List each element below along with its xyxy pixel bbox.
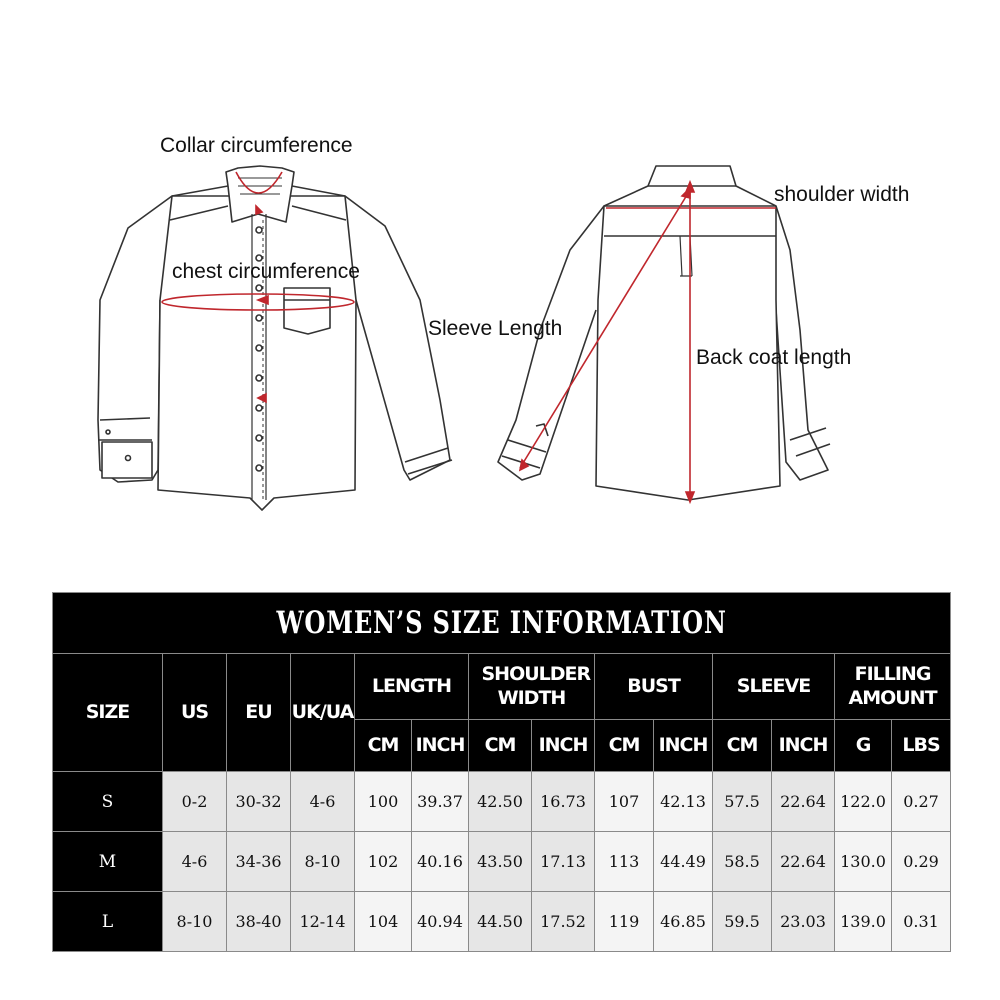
shoulder-cm-cell: 43.50: [469, 832, 532, 892]
filling-g-cell: 130.0: [835, 832, 892, 892]
table-title-text: WOMEN’S SIZE INFORMATION: [276, 605, 727, 641]
header-us: US: [163, 654, 227, 772]
sleeve-cm-cell: 58.5: [713, 832, 772, 892]
table-row: [53, 892, 951, 952]
sleeve-inch-cell: 23.03: [772, 892, 835, 952]
header-sleeve: SLEEVE: [713, 654, 835, 720]
eu-cell: 38-40: [227, 892, 291, 952]
unit-bust-cm: CM: [595, 720, 654, 772]
filling-g-cell: 122.0: [835, 772, 892, 832]
ukua-cell: 12-14: [291, 892, 355, 952]
bust-cm-cell: 113: [595, 832, 654, 892]
bust-inch-cell: 42.13: [654, 772, 713, 832]
size-cell: S: [53, 772, 163, 832]
table-row: [53, 772, 951, 832]
back-coat-length-label: Back coat length: [696, 346, 852, 369]
unit-shoulder-cm: CM: [469, 720, 532, 772]
us-cell: 0-2: [163, 772, 227, 832]
filling-lbs-cell: 0.27: [892, 772, 951, 832]
shoulder-inch-cell: 17.13: [532, 832, 595, 892]
unit-length-inch: INCH: [412, 720, 469, 772]
sleeve-inch-cell: 22.64: [772, 832, 835, 892]
table-title: [53, 593, 951, 654]
eu-cell: 30-32: [227, 772, 291, 832]
unit-shoulder-inch: INCH: [532, 720, 595, 772]
filling-lbs-cell: 0.29: [892, 832, 951, 892]
shoulder-inch-cell: 17.52: [532, 892, 595, 952]
header-shoulder-width-text: SHOULDER WIDTH: [481, 662, 591, 709]
header-filling-amount: [835, 654, 951, 720]
bust-inch-cell: 46.85: [654, 892, 713, 952]
length-cm-cell: 102: [355, 832, 412, 892]
us-cell: 8-10: [163, 892, 227, 952]
ukua-cell: 4-6: [291, 772, 355, 832]
sleeve-length-label: Sleeve Length: [428, 317, 563, 340]
ukua-cell: 8-10: [291, 832, 355, 892]
shoulder-cm-cell: 44.50: [469, 892, 532, 952]
header-bust: BUST: [595, 654, 713, 720]
sleeve-cm-cell: 59.5: [713, 892, 772, 952]
header-size: SIZE: [53, 654, 163, 772]
size-table: [52, 592, 951, 952]
bust-inch-cell: 44.49: [654, 832, 713, 892]
unit-sleeve-cm: CM: [713, 720, 772, 772]
unit-filling-g: G: [835, 720, 892, 772]
header-length: LENGTH: [355, 654, 469, 720]
unit-filling-lbs: LBS: [892, 720, 951, 772]
length-cm-cell: 104: [355, 892, 412, 952]
filling-lbs-cell: 0.31: [892, 892, 951, 952]
header-shoulder-width: [469, 654, 595, 720]
size-cell: L: [53, 892, 163, 952]
sleeve-inch-cell: 22.64: [772, 772, 835, 832]
length-cm-cell: 100: [355, 772, 412, 832]
eu-cell: 34-36: [227, 832, 291, 892]
shoulder-cm-cell: 42.50: [469, 772, 532, 832]
length-inch-cell: 40.16: [412, 832, 469, 892]
sleeve-cm-cell: 57.5: [713, 772, 772, 832]
filling-g-cell: 139.0: [835, 892, 892, 952]
collar-circumference-label: Collar circumference: [160, 134, 353, 157]
shoulder-width-label: shoulder width: [774, 183, 910, 206]
size-cell: M: [53, 832, 163, 892]
header-filling-amount-text: FILLING AMOUNT: [848, 662, 937, 709]
chest-circumference-label: chest circumference: [172, 260, 360, 283]
shoulder-inch-cell: 16.73: [532, 772, 595, 832]
header-ukua: UK/UA: [291, 654, 355, 772]
us-cell: 4-6: [163, 832, 227, 892]
unit-sleeve-inch: INCH: [772, 720, 835, 772]
header-eu: EU: [227, 654, 291, 772]
unit-bust-inch: INCH: [654, 720, 713, 772]
unit-length-cm: CM: [355, 720, 412, 772]
front-shirt-drawing: [98, 166, 452, 510]
table-row: [53, 832, 951, 892]
bust-cm-cell: 107: [595, 772, 654, 832]
bust-cm-cell: 119: [595, 892, 654, 952]
length-inch-cell: 39.37: [412, 772, 469, 832]
length-inch-cell: 40.94: [412, 892, 469, 952]
